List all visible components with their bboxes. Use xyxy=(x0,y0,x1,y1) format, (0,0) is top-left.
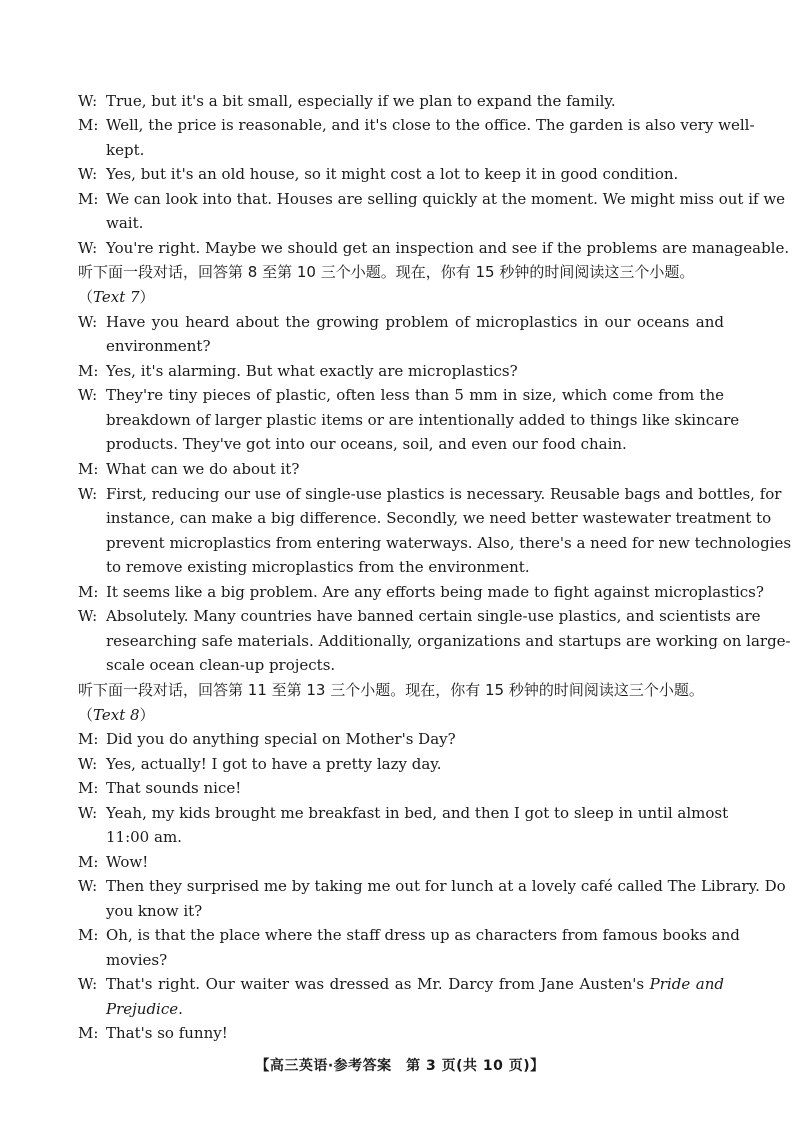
section-label-text-7 xyxy=(78,288,155,306)
line-text xyxy=(106,975,724,993)
line-text-part: That's right. Our waiter was dressed as Mr. Darcy from Jane Austen's xyxy=(106,975,650,993)
line-text: Have you heard about the growing problem of microplastics in our oceans and xyxy=(106,313,724,331)
speaker-label: M: xyxy=(78,730,99,748)
line-text xyxy=(106,1000,183,1018)
section-label: Text 7 xyxy=(93,288,140,306)
line-text: That sounds nice! xyxy=(106,779,242,797)
section-label-text-8 xyxy=(78,706,155,724)
paren-close: ） xyxy=(139,288,155,306)
speaker-label: W: xyxy=(78,313,98,331)
speaker-label: M: xyxy=(78,1024,99,1042)
speaker-label: W: xyxy=(78,386,98,404)
line-text: Then they surprised me by taking me out for lunch at a lovely café called The Library. Do xyxy=(106,877,786,895)
line-text: kept. xyxy=(106,141,145,159)
line-text: True, but it's a bit small, especially if we plan to expand the family. xyxy=(106,92,616,110)
listening-instruction: 听下面一段对话，回答第 11 至第 13 三个小题。现在，你有 15 秒钟的时间阅读这三个小题。 xyxy=(78,681,704,699)
section-label: Text 8 xyxy=(93,706,140,724)
line-text: They're tiny pieces of plastic, often less than 5 mm in size, which come from the xyxy=(106,386,724,404)
line-text-part: . xyxy=(178,1000,183,1018)
listening-instruction: 听下面一段对话，回答第 8 至第 10 三个小题。现在，你有 15 秒钟的时间阅读这三个小题。 xyxy=(78,263,695,281)
line-text: You're right. Maybe we should get an inspection and see if the problems are manageable. xyxy=(106,239,790,257)
book-title-part: Pride and xyxy=(649,975,725,993)
speaker-label: W: xyxy=(78,165,98,183)
line-text: to remove existing microplastics from the environment. xyxy=(106,558,530,576)
line-text: wait. xyxy=(106,214,144,232)
line-text: Wow! xyxy=(106,853,149,871)
speaker-label: W: xyxy=(78,239,98,257)
line-text: We can look into that. Houses are selling quickly at the moment. We might miss out if we xyxy=(106,190,786,208)
line-text: It seems like a big problem. Are any efforts being made to fight against microplastics? xyxy=(106,583,764,601)
line-text: Yeah, my kids brought me breakfast in bed, and then I got to sleep in until almost xyxy=(106,804,729,822)
line-text: 11:00 am. xyxy=(106,828,182,846)
speaker-label: W: xyxy=(78,607,98,625)
line-text: Yes, actually! I got to have a pretty lazy day. xyxy=(106,755,442,773)
speaker-label: W: xyxy=(78,877,98,895)
line-text: Oh, is that the place where the staff dress up as characters from famous books and xyxy=(106,926,740,944)
speaker-label: M: xyxy=(78,583,99,601)
line-text: instance, can make a big difference. Secondly, we need better wastewater treatment to xyxy=(106,509,772,527)
line-text: breakdown of larger plastic items or are intentionally added to things like skincare xyxy=(106,411,740,429)
line-text: movies? xyxy=(106,951,168,969)
line-text: Did you do anything special on Mother's Day? xyxy=(106,730,456,748)
speaker-label: W: xyxy=(78,485,98,503)
speaker-label: M: xyxy=(78,460,99,478)
line-text: you know it? xyxy=(106,902,203,920)
line-text: Absolutely. Many countries have banned certain single-use plastics, and scientists are xyxy=(106,607,761,625)
line-text: Yes, but it's an old house, so it might cost a lot to keep it in good condition. xyxy=(106,165,679,183)
speaker-label: W: xyxy=(78,804,98,822)
speaker-label: W: xyxy=(78,755,98,773)
speaker-label: M: xyxy=(78,362,99,380)
speaker-label: M: xyxy=(78,190,99,208)
line-text: prevent microplastics from entering waterways. Also, there's a need for new technologies xyxy=(106,534,792,552)
speaker-label: W: xyxy=(78,92,98,110)
page-footer: 【高三英语·参考答案 第 3 页(共 10 页)】 xyxy=(255,1058,545,1074)
line-text: What can we do about it? xyxy=(106,460,300,478)
speaker-label: M: xyxy=(78,853,99,871)
speaker-label: M: xyxy=(78,116,99,134)
speaker-label: M: xyxy=(78,779,99,797)
line-text: products. They've got into our oceans, soil, and even our food chain. xyxy=(106,435,627,453)
line-text: First, reducing our use of single-use plastics is necessary. Reusable bags and bottles, for xyxy=(106,485,782,503)
paren-close: ） xyxy=(139,706,155,724)
line-text: scale ocean clean-up projects. xyxy=(106,656,336,674)
line-text: That's so funny! xyxy=(106,1024,228,1042)
line-text: Well, the price is reasonable, and it's close to the office. The garden is also very well- xyxy=(106,116,755,134)
book-title-part: Prejudice xyxy=(106,1000,179,1018)
speaker-label: M: xyxy=(78,926,99,944)
line-text: Yes, it's alarming. But what exactly are microplastics? xyxy=(106,362,518,380)
line-text: environment? xyxy=(106,337,211,355)
speaker-label: W: xyxy=(78,975,98,993)
line-text: researching safe materials. Additionally, organizations and startups are working on large- xyxy=(106,632,791,650)
paren-open: （ xyxy=(78,288,94,306)
paren-open: （ xyxy=(78,706,94,724)
